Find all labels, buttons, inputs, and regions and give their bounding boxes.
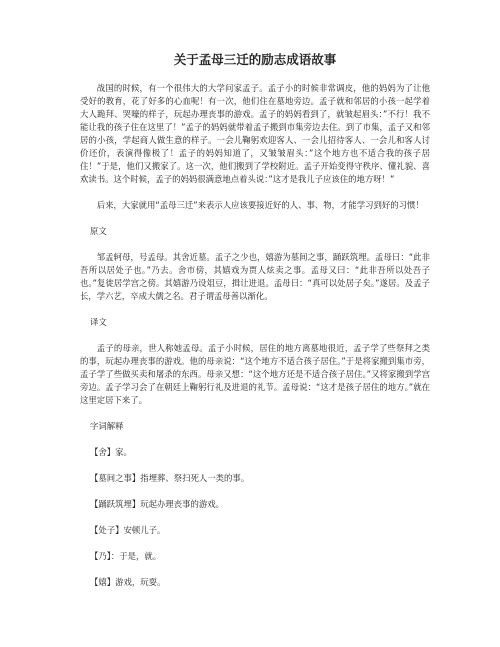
original-text: 邹孟轲母，号孟母。其舍近墓。孟子之少也，嬉游为墓间之事，踊跃筑埋。孟母曰：“此非吾所以居处子也。”乃去。舍市傍，其嬉戏为贾人炫卖之事。孟母又曰：“此非吾所以处吾子也。”复徙居学宫之傍。其嬉游乃设俎豆，揖让进退。孟母曰：“真可以处居子矣。”遂居。及孟子长，学六艺，卒成大儒之名。君子谓孟母善以渐化。 <box>80 252 430 301</box>
glossary-list <box>80 446 430 589</box>
glossary-item: 【墓间之事】指埋葬、祭扫死人一类的事。 <box>90 473 250 483</box>
translation-text: 孟子的母亲，世人称她孟母。孟子小时候，居住的地方离墓地很近，孟子学了些祭拜之类的事，玩起办理丧事的游戏。他的母亲说：“这个地方不适合孩子居住。”于是将家搬到集市旁，孟子学了些做买卖和屠杀的东西。母亲又想：“这个地方还是不适合孩子居住。”又将家搬到学宫旁边。孟子学习会了在朝廷上鞠躬行礼及进退的礼节。孟母说：“这才是孩子居住的地方。”就在这里定居下来了。 <box>80 343 430 405</box>
story-paragraph: 战国的时候，有一个很伟大的大学问家孟子。孟子小的时候非常调皮，他的妈妈为了让他受好的教育，花了好多的心血呢！有一次，他们住在墓地旁边。孟子就和邻居的小孩一起学着大人跪拜、哭嚎的样子，玩起办理丧事的游戏。孟子的妈妈看到了，就皱起眉头：”不行！我不能让我的孩子住在这里了！”孟子的妈妈就带着孟子搬到市集旁边去住。到了市集，孟子又和邻居的小孩，学起商人做生意的样子。一会儿鞠躬欢迎客人、一会儿招待客人、一会儿和客人讨价还价，表演得像极了！孟子的妈妈知道了，又皱皱眉头：”这个地方也不适合我的孩子居住！”于是，他们又搬家了。这一次，他们搬到了学校附近。孟子开始变得守秩序、懂礼貌、喜欢读书。这个时候，孟子的妈妈很满意地点着头说：”这才是我儿子应该住的地方呀！” <box>80 83 430 184</box>
original-section <box>80 251 430 303</box>
moral-section <box>80 199 430 212</box>
glossary-item: 【处子】安顿儿子。 <box>90 525 166 535</box>
original-heading: 原文 <box>90 226 107 236</box>
glossary-item: 【舍】家。 <box>90 447 132 457</box>
glossary-item: 【踊跃筑埋】玩起办理丧事的游戏。 <box>90 499 224 509</box>
moral-paragraph: 后来，大家就用“孟母三迁”来表示人应该要接近好的人、事、物，才能学习到好的习惯！ <box>96 200 424 210</box>
translation-section <box>80 342 430 407</box>
glossary-heading: 字词解释 <box>90 421 124 431</box>
translation-heading: 译文 <box>90 317 107 327</box>
document-title: 关于孟母三迁的励志成语故事 <box>173 52 337 67</box>
glossary-item: 【嬉】游戏，玩耍。 <box>90 577 166 587</box>
story-section <box>80 82 430 186</box>
glossary-item: 【乃】：于是，就。 <box>90 551 162 561</box>
